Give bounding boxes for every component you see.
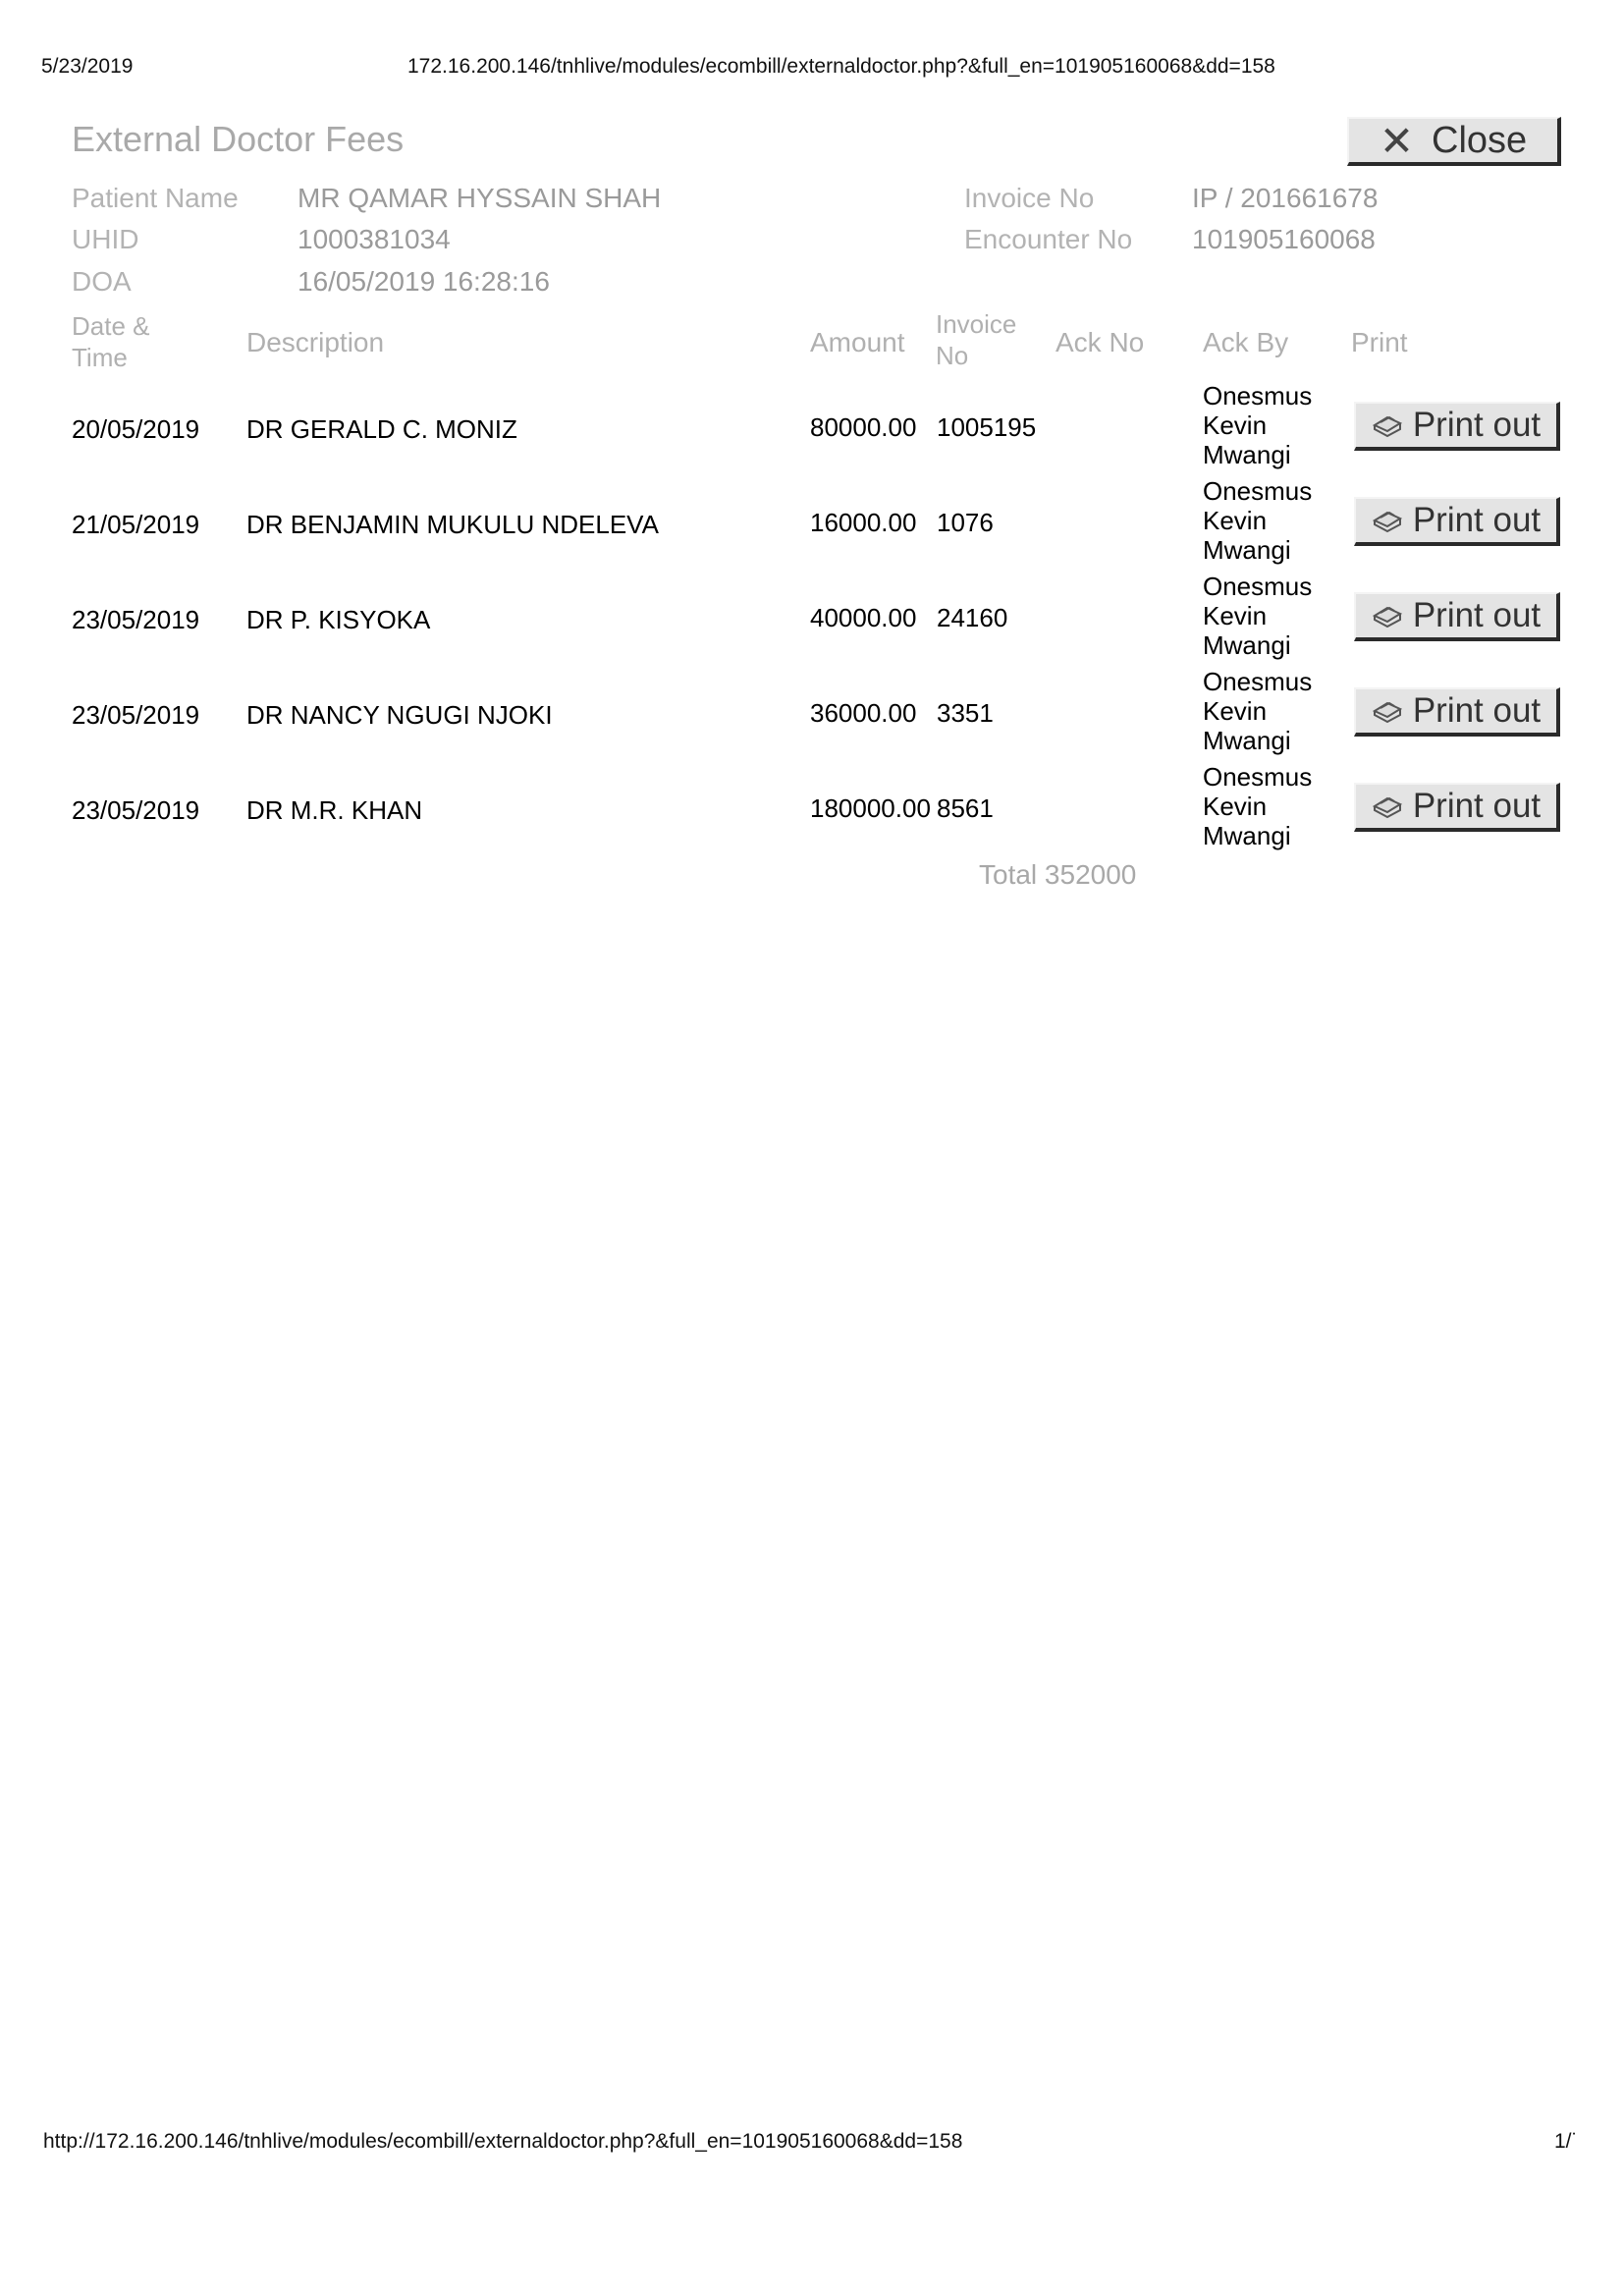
- row-date: 23/05/2019: [72, 605, 200, 634]
- print-out-label: Print out: [1412, 596, 1542, 634]
- invoice-no-value: IP / 201661678: [1192, 183, 1379, 213]
- row-invoice-no: 8561: [937, 793, 994, 823]
- total-amount: Total 352000: [979, 859, 1137, 890]
- print-out-label: Print out: [1412, 787, 1542, 825]
- row-date: 23/05/2019: [72, 795, 200, 825]
- row-amount: 40000.00: [810, 603, 917, 632]
- row-description: DR GERALD C. MONIZ: [246, 414, 517, 444]
- page-title: External Doctor Fees: [72, 119, 405, 159]
- print-out-button[interactable]: [1354, 687, 1560, 737]
- printer-icon: [1372, 602, 1403, 629]
- printer-icon: [1372, 697, 1403, 725]
- header-amount: Amount: [810, 327, 905, 357]
- uhid-label: UHID: [72, 224, 139, 254]
- print-out-label: Print out: [1412, 691, 1542, 730]
- print-out-button[interactable]: [1354, 592, 1560, 641]
- close-label: Close: [1432, 119, 1528, 161]
- close-button[interactable]: [1347, 117, 1561, 166]
- row-ack-by: Onesmus Kevin Mwangi: [1203, 762, 1313, 850]
- print-out-label: Print out: [1412, 406, 1542, 444]
- print-date: 5/23/2019: [41, 55, 134, 78]
- printer-icon: [1372, 507, 1403, 534]
- print-out-button[interactable]: [1354, 783, 1560, 832]
- print-out-button[interactable]: [1354, 402, 1560, 451]
- row-amount: 36000.00: [810, 698, 917, 728]
- row-invoice-no: 3351: [937, 698, 994, 728]
- uhid-value: 1000381034: [298, 224, 451, 254]
- doa-value: 16/05/2019 16:28:16: [298, 266, 550, 297]
- row-ack-by: Onesmus Kevin Mwangi: [1203, 572, 1313, 660]
- row-invoice-no: 1005195: [937, 412, 1037, 442]
- row-amount: 180000.00: [810, 793, 931, 823]
- patient-name-label: Patient Name: [72, 183, 239, 213]
- header-description: Description: [246, 327, 385, 357]
- close-x-icon: ✕: [1379, 117, 1415, 164]
- row-description: DR M.R. KHAN: [246, 795, 423, 825]
- row-invoice-no: 24160: [937, 603, 1008, 632]
- row-ack-by: Onesmus Kevin Mwangi: [1203, 476, 1313, 565]
- print-out-button[interactable]: [1354, 497, 1560, 546]
- doa-label: DOA: [72, 266, 132, 297]
- row-description: DR P. KISYOKA: [246, 605, 431, 634]
- row-date: 20/05/2019: [72, 414, 200, 444]
- row-date: 23/05/2019: [72, 700, 200, 730]
- print-out-label: Print out: [1412, 501, 1542, 539]
- encounter-no-label: Encounter No: [964, 224, 1133, 254]
- encounter-no-value: 101905160068: [1192, 224, 1376, 254]
- header-ack-no: Ack No: [1056, 327, 1145, 357]
- header-ack-by: Ack By: [1203, 327, 1289, 357]
- header-invoice-no: Invoice No: [936, 309, 1017, 370]
- printer-icon: [1372, 793, 1403, 820]
- header-date-time: Date & Time: [72, 311, 150, 372]
- footer-url: http://172.16.200.146/tnhlive/modules/ecombill/externaldoctor.php?&full_en=101905160068&dd=158: [43, 2130, 963, 2153]
- print-url: 172.16.200.146/tnhlive/modules/ecombill/externaldoctor.php?&full_en=101905160068&dd=158: [407, 55, 1275, 78]
- row-date: 21/05/2019: [72, 510, 200, 539]
- invoice-no-label: Invoice No: [964, 183, 1095, 213]
- row-description: DR NANCY NGUGI NJOKI: [246, 700, 553, 730]
- footer-page-number: 1/˙: [1554, 2130, 1579, 2153]
- row-amount: 80000.00: [810, 412, 917, 442]
- row-ack-by: Onesmus Kevin Mwangi: [1203, 381, 1313, 469]
- row-invoice-no: 1076: [937, 508, 994, 537]
- patient-name-value: MR QAMAR HYSSAIN SHAH: [298, 183, 662, 213]
- header-print: Print: [1351, 327, 1408, 357]
- row-ack-by: Onesmus Kevin Mwangi: [1203, 667, 1313, 755]
- row-amount: 16000.00: [810, 508, 917, 537]
- printer-icon: [1372, 411, 1403, 439]
- row-description: DR BENJAMIN MUKULU NDELEVA: [246, 510, 659, 539]
